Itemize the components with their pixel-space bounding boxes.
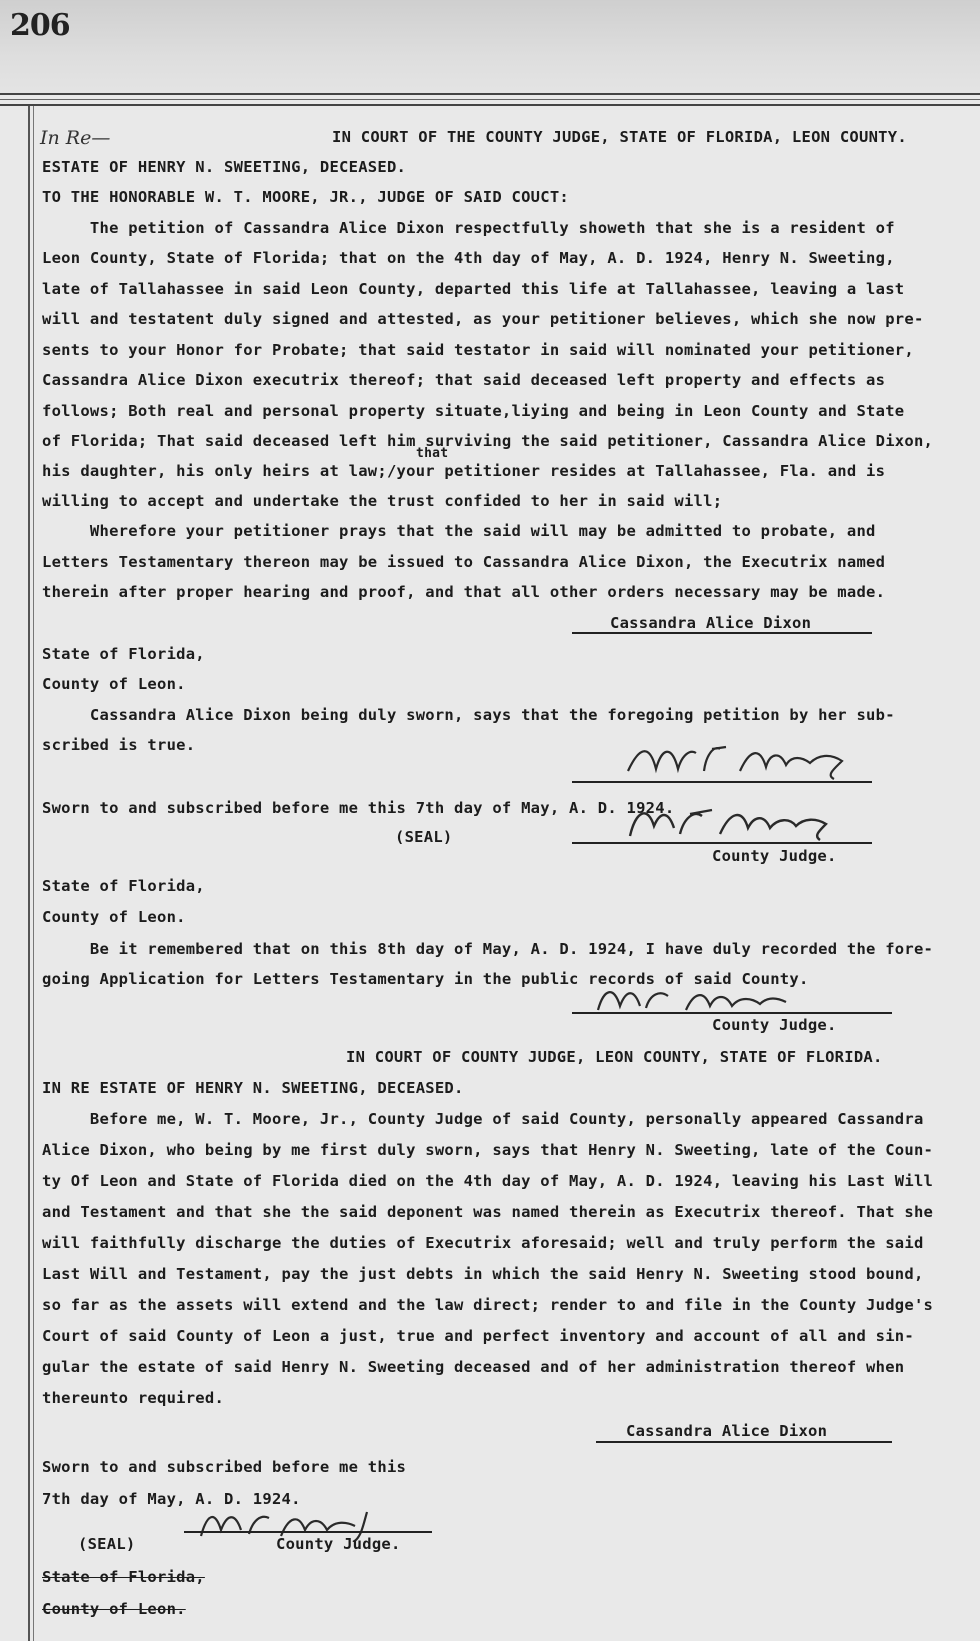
oath-body-line: thereunto required.	[42, 1389, 225, 1407]
interlined-word: that	[416, 446, 449, 461]
header-rule	[0, 99, 980, 100]
prayer-line: Letters Testamentary thereon may be issued to Cassandra Alice Dixon, the Executrix named	[42, 553, 886, 571]
signature-line	[596, 1441, 892, 1443]
address-line: TO THE HONORABLE W. T. MOORE, JR., JUDGE OF SAID COUCT:	[42, 188, 569, 206]
petition-line: sents to your Honor for Probate; that said testator in said will nominated your petitioner,	[42, 341, 914, 359]
deponent-signature: Cassandra Alice Dixon	[626, 1422, 828, 1440]
recording-line: Be it remembered that on this 8th day of May, A. D. 1924, I have duly recorded the fore-	[42, 940, 934, 958]
petition-line: The petition of Cassandra Alice Dixon respectfully showeth that she is a resident of	[42, 219, 895, 237]
signature-line	[572, 781, 872, 783]
venue-county: County of Leon.	[42, 675, 186, 693]
petition-line: willing to accept and undertake the trust confided to her in said will;	[42, 492, 723, 510]
estate-heading: IN RE ESTATE OF HENRY N. SWEETING, DECEASED.	[42, 1079, 464, 1097]
seal-label: (SEAL)	[395, 828, 453, 846]
oath-body-line: gular the estate of said Henry N. Sweeting deceased and of her administration thereof when	[42, 1358, 905, 1376]
oath-line: Cassandra Alice Dixon being duly sworn, says that the foregoing petition by her sub-	[42, 706, 895, 724]
seal-label: (SEAL)	[78, 1535, 136, 1553]
court-caption: IN COURT OF COUNTY JUDGE, LEON COUNTY, STATE OF FLORIDA.	[346, 1048, 883, 1066]
oath-body-line: ty Of Leon and State of Florida died on the 4th day of May, A. D. 1924, leaving his Last Will	[42, 1172, 934, 1190]
signature-line	[572, 1012, 892, 1014]
judge-signature-2	[620, 796, 860, 844]
oath-body-line: Alice Dixon, who being by me first duly sworn, says that Henry N. Sweeting, late of the Coun-	[42, 1141, 934, 1159]
judge-title: County Judge.	[712, 847, 837, 865]
struck-venue-state: State of Florida,	[42, 1568, 205, 1586]
signature-line	[572, 632, 872, 634]
petition-line: follows; Both real and personal property situate,liying and being in Leon County and State	[42, 402, 905, 420]
oath-body-line: Before me, W. T. Moore, Jr., County Judge of said County, personally appeared Cassandra	[42, 1110, 924, 1128]
judge-title: County Judge.	[712, 1016, 837, 1034]
petition-line: Cassandra Alice Dixon executrix thereof; that said deceased left property and effects as	[42, 371, 886, 389]
petition-line: will and testatent duly signed and attested, as your petitioner believes, which she now pre-	[42, 310, 924, 328]
petition-line: Leon County, State of Florida; that on the 4th day of May, A. D. 1924, Henry N. Sweeting,	[42, 249, 895, 267]
oath-body-line: will faithfully discharge the duties of Executrix aforesaid; well and truly perform the said	[42, 1234, 924, 1252]
venue-state: State of Florida,	[42, 645, 205, 663]
recording-line: going Application for Letters Testamentary in the public records of said County.	[42, 970, 809, 988]
signature-line	[572, 842, 872, 844]
sworn-date: 7th day of May, A. D. 1924.	[42, 1490, 301, 1508]
margin-rule	[28, 106, 30, 1641]
margin-rule	[33, 106, 34, 1641]
petitioner-signature: Cassandra Alice Dixon	[610, 614, 812, 632]
venue-state: State of Florida,	[42, 877, 205, 895]
oath-line: scribed is true.	[42, 736, 196, 754]
prayer-line: therein after proper hearing and proof, and that all other orders necessary may be made.	[42, 583, 886, 601]
oath-body-line: Court of said County of Leon a just, true and perfect inventory and account of all and sin-	[42, 1327, 914, 1345]
oath-body-line: and Testament and that she the said deponent was named therein as Executrix thereof. That she	[42, 1203, 934, 1221]
header-rule	[0, 93, 980, 95]
petition-line: of Florida; That said deceased left him surviving the said petitioner, Cassandra Alice Dixon,	[42, 432, 934, 450]
sworn-line: Sworn to and subscribed before me this	[42, 1458, 407, 1476]
judge-signature-1	[620, 735, 880, 783]
scan-header-area	[0, 0, 980, 95]
sworn-line: Sworn to and subscribed before me this 7th day of May, A. D. 1924.	[42, 799, 675, 817]
prayer-line: Wherefore your petitioner prays that the said will may be admitted to probate, and	[42, 522, 876, 540]
petition-line: late of Tallahassee in said Leon County, departed this life at Tallahassee, leaving a last	[42, 280, 905, 298]
header-rule	[0, 104, 980, 106]
struck-venue-county: County of Leon.	[42, 1600, 186, 1618]
petition-line: his daughter, his only heirs at law;/your petitioner resides at Tallahassee, Fla. and is	[42, 462, 886, 480]
signature-line	[184, 1531, 432, 1533]
judge-title: County Judge.	[276, 1535, 401, 1553]
handwritten-note: In Re—	[40, 127, 111, 149]
oath-body-line: Last Will and Testament, pay the just debts in which the said Henry N. Sweeting stood bound,	[42, 1265, 924, 1283]
court-caption: IN COURT OF THE COUNTY JUDGE, STATE OF FLORIDA, LEON COUNTY.	[332, 128, 907, 146]
venue-county: County of Leon.	[42, 908, 186, 926]
estate-heading: ESTATE OF HENRY N. SWEETING, DECEASED.	[42, 158, 407, 176]
page-number: 206	[10, 8, 70, 43]
oath-body-line: so far as the assets will extend and the law direct; render to and file in the County Judge's	[42, 1296, 934, 1314]
